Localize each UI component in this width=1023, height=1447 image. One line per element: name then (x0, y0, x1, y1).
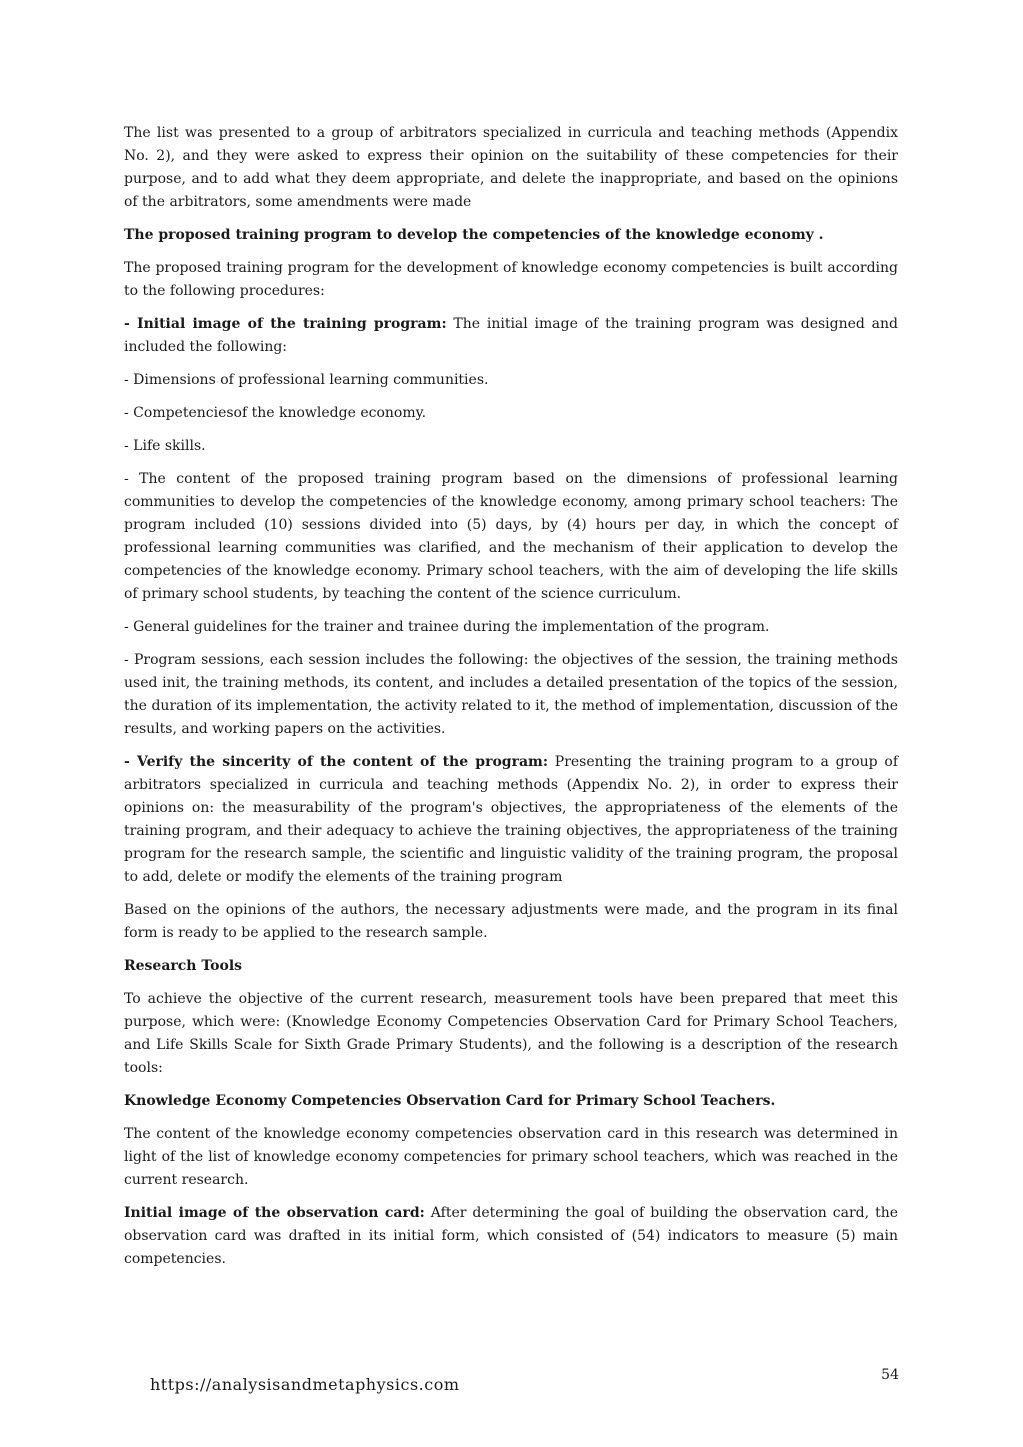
initial-card-text: After determining the goal of building the observation card, the observation card was drafted in its initial form, which consisted of (54) indicators to measure (5) main competencies. (124, 1205, 898, 1267)
paragraph-research-tools: To achieve the objective of the current research, measurement tools have been prepared that meet this purpose, which were: (Knowledge Economy Competencies Observation Card for Primary School Teachers, and Life Skills Scale for Sixth Grade Primary Students), and the following is a description of the research tools: (124, 991, 898, 1076)
paragraph-general-guidelines: - General guidelines for the trainer and trainee during the implementation of the program. (124, 619, 770, 635)
paragraph-program-built: The proposed training program for the development of knowledge economy competencies is built according to the following procedures: (124, 260, 898, 299)
page-number: 54 (881, 1367, 899, 1383)
initial-card-lead: Initial image of the observation card: (124, 1205, 425, 1221)
initial-image-lead: - Initial image of the training program: (124, 316, 447, 332)
heading-observation-card: Knowledge Economy Competencies Observation Card for Primary School Teachers. (124, 1093, 776, 1109)
verify-lead: - Verify the sincerity of the content of the program: (124, 754, 549, 770)
paragraph-observation-card-content: The content of the knowledge economy competencies observation card in this research was determined in light of the list of knowledge economy competencies for primary school teachers, which was reached in the current research. (124, 1126, 898, 1188)
verify-text: Presenting the training program to a group of arbitrators specialized in curricula and teaching methods (Appendix No. 2), in order to express their opinions on: the measurability of the program's objectives, the appropriateness of the elements of the training program, and their adequacy to achieve the training objectives, the appropriateness of the training program for the research sample, the scientific and linguistic validity of the training program, the proposal to add, delete or modify the elements of the training program (124, 754, 899, 885)
list-item-dimensions: - Dimensions of professional learning communities. (124, 372, 489, 388)
footer-url: https://analysisandmetaphysics.com (150, 1375, 460, 1394)
paragraph-initial-image (124, 313, 898, 359)
paragraph-content-program: - The content of the proposed training program based on the dimensions of professional learning communities to develop the competencies of the knowledge economy, among primary school teachers: The program included (10) sessions divided into (5) days, by (4) hours per day, in which the concept of professional learning communities was clarified, and the mechanism of their application to develop the competencies of the knowledge economy. Primary school teachers, with the aim of developing the life skills of primary school students, by teaching the content of the science curriculum. (124, 471, 898, 602)
list-item-life-skills: - Life skills. (124, 438, 206, 454)
heading-research-tools: Research Tools (124, 958, 243, 974)
initial-image-text: The initial image of the training program was designed and included the following: (124, 316, 898, 355)
paragraph-verify (124, 751, 898, 889)
paragraph-based-on-opinions: Based on the opinions of the authors, the necessary adjustments were made, and the program in its final form is ready to be applied to the research sample. (124, 902, 898, 941)
paragraph-program-sessions: - Program sessions, each session includes the following: the objectives of the session, the training methods used init, the training methods, its content, and includes a detailed presentation of the topics of the session, the duration of its implementation, the activity related to it, the method of implementation, discussion of the results, and working papers on the activities. (124, 652, 898, 737)
page-body (124, 122, 898, 1281)
list-item-competencies: - Competenciesof the knowledge economy. (124, 405, 427, 421)
paragraph-initial-card (124, 1202, 898, 1271)
paragraph-intro: The list was presented to a group of arbitrators specialized in curricula and teaching methods (Appendix No. 2), and they were asked to express their opinion on the suitability of these competencies for their purpose, and to add what they deem appropriate, and delete the inappropriate, and based on the opinions of the arbitrators, some amendments were made (124, 125, 898, 210)
heading-proposed-program: The proposed training program to develop the competencies of the knowledge economy . (124, 227, 824, 243)
